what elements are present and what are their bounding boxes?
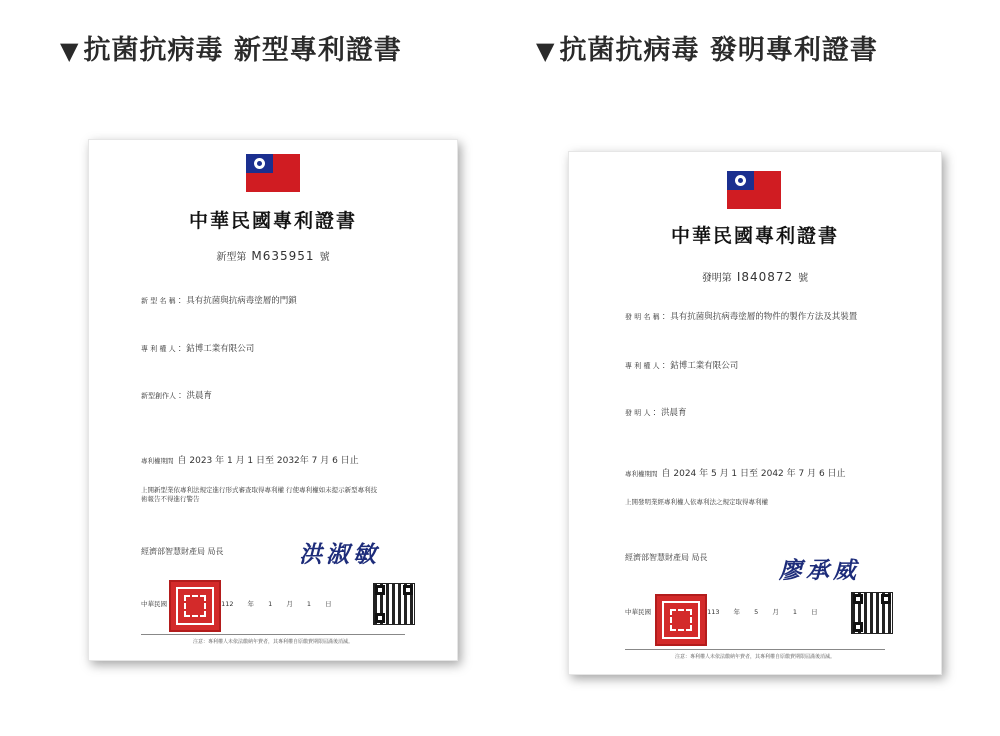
signature: 洪淑敏	[299, 541, 380, 568]
heading-left-text: 抗菌抗病毒 新型專利證書	[83, 35, 402, 66]
official-title: 經濟部智慧財產局 局長	[625, 553, 708, 562]
creator-field: 發 明 人 ：洪晨育	[625, 408, 687, 418]
creator-field: 新型創作人 ：洪晨育	[141, 391, 213, 401]
heading-utility-model-certificate	[60, 28, 402, 67]
term-field: 專利權期間 自 2024 年 5 月 1 日至 2042 年 7 月 6 日止	[625, 469, 846, 479]
qr-code-icon	[373, 583, 415, 625]
footer-note: 注意：專利權人未依法繳納年費者，其專利權自原繳費期限屆滿後消滅。	[674, 654, 835, 660]
invention-certificate	[568, 151, 942, 675]
certificate-number: 發明第 I840872 號	[701, 270, 809, 284]
qr-code-icon	[851, 592, 893, 634]
signature: 廖承威	[779, 557, 860, 584]
legal-note: 上開發明業經專利權人依專利法之規定取得專利權	[625, 498, 768, 506]
name-field: 發 明 名 稱 ：具有抗菌與抗病毒塗層的物件的製作方法及其裝置	[625, 312, 858, 322]
certificate-title: 中華民國專利證書	[188, 210, 357, 232]
official-title: 經濟部智慧財產局 局長	[141, 547, 224, 556]
divider	[141, 634, 405, 635]
certificate-title: 中華民國專利證書	[670, 225, 839, 247]
name-field: 新 型 名 稱 ：具有抗菌與抗病毒塗層的門鎖	[141, 296, 297, 306]
holder-field: 專 利 權 人 ：鈷博工業有限公司	[625, 361, 739, 371]
holder-field: 專 利 權 人 ：鈷博工業有限公司	[141, 344, 255, 354]
heading-invention-certificate	[536, 28, 878, 67]
roc-flag-icon	[246, 154, 300, 192]
heading-right-text: 抗菌抗病毒 發明專利證書	[559, 35, 878, 66]
official-seal-icon	[655, 594, 707, 646]
issue-date: 中華民國 112 年 1 月 1 日	[141, 600, 332, 608]
triangle-down-icon: ▼	[536, 37, 556, 65]
triangle-down-icon: ▼	[60, 37, 80, 65]
certificate-number: 新型第 M635951 號	[216, 249, 330, 263]
utility-model-certificate	[88, 139, 458, 661]
footer-note: 注意：專利權人未依法繳納年費者，其專利權自原繳費期限屆滿後消滅。	[192, 639, 353, 645]
divider	[625, 649, 885, 650]
term-field: 專利權期間 自 2023 年 1 月 1 日至 2032年 7 月 6 日止	[141, 456, 359, 466]
legal-note: 上開新型業依專利法規定進行形式審查取得專利權 行使專利權如未提示新型專利技術報告不得進行警告	[141, 486, 378, 503]
issue-date: 中華民國 113 年 5 月 1 日	[625, 608, 818, 616]
roc-flag-icon	[727, 171, 781, 209]
